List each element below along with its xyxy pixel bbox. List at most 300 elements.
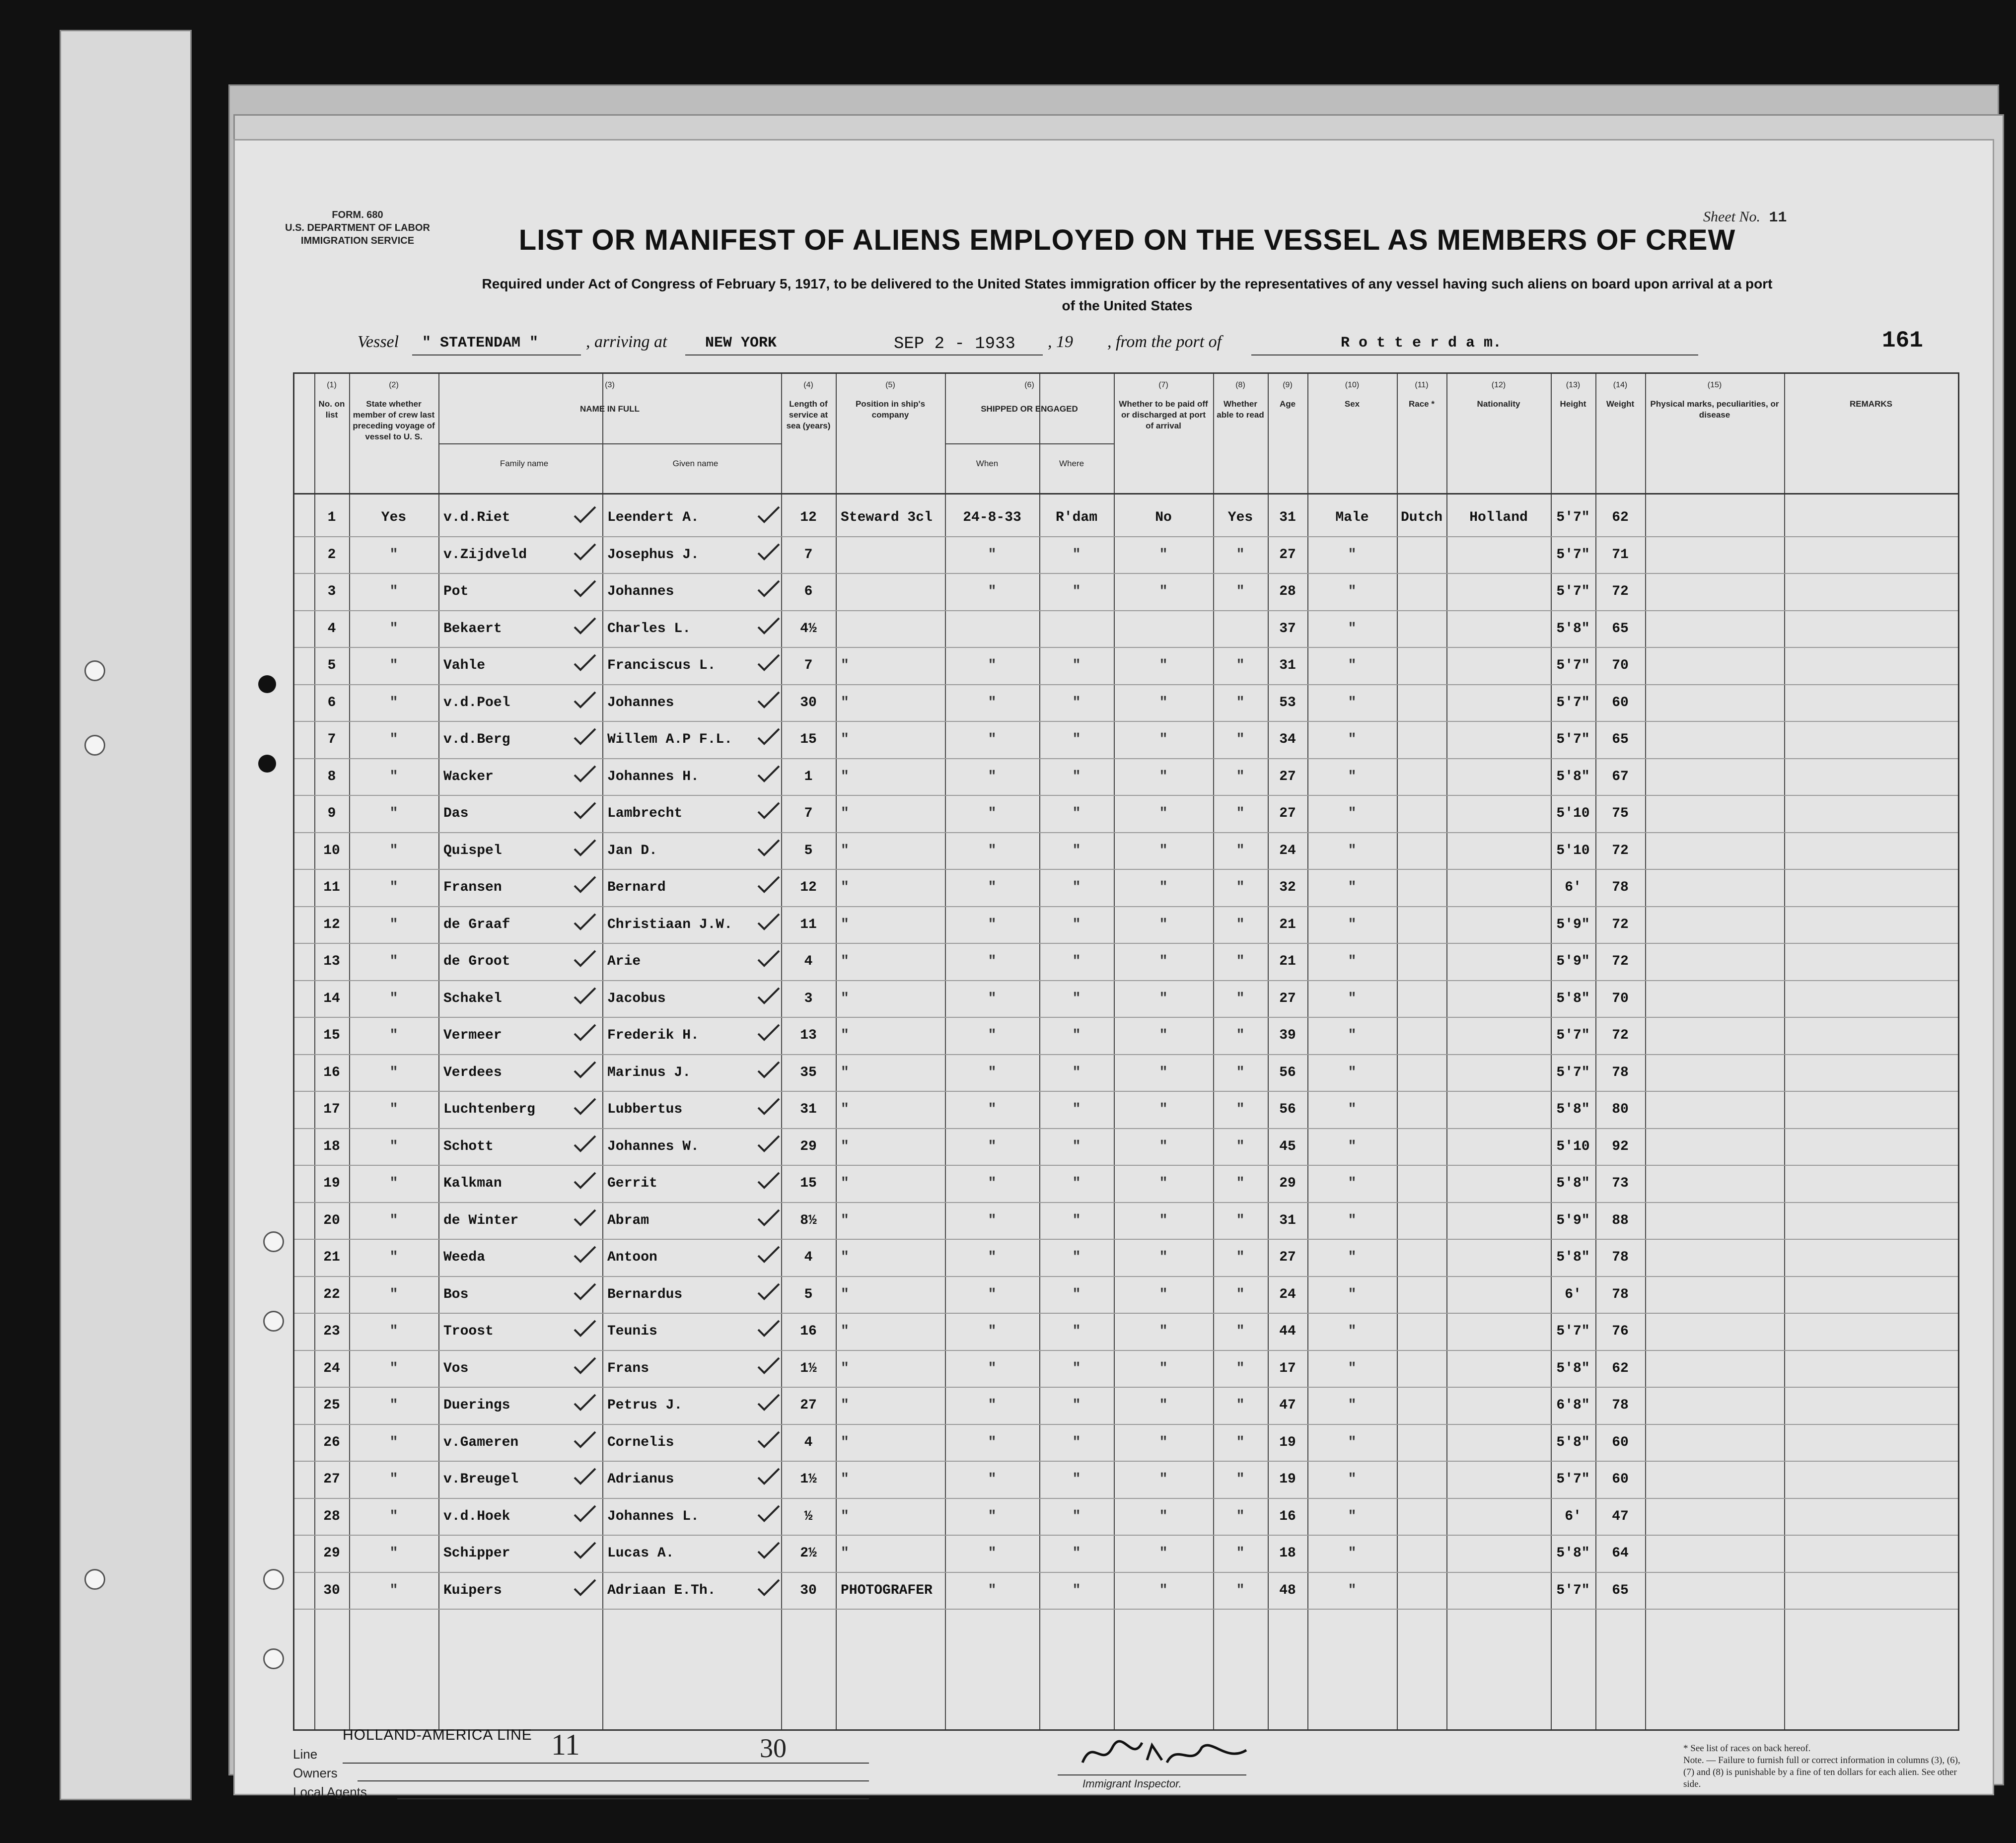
cell-given: Christiaan J.W. [607,917,733,932]
subheader-divider [438,443,781,444]
cell-prev: " [389,621,398,637]
cell-weight: 70 [1612,658,1629,673]
cell-position: " [841,1250,849,1265]
cell-read: " [1236,917,1245,932]
cell-when: " [988,991,997,1006]
check-mark-icon [573,986,597,1006]
check-mark-icon [573,1208,597,1228]
cell-paid: " [1159,1360,1168,1376]
cell-nation: Holland [1469,510,1528,525]
row-divider [294,980,1958,981]
cell-family: v.Breugel [443,1472,519,1487]
cell-given: Leendert A. [607,510,699,525]
cell-when: " [988,1250,997,1265]
cell-sex: " [1348,1508,1357,1524]
cell-position: " [841,1286,849,1302]
column-header: Whether to be paid off or discharged at port of arrival [1119,399,1208,430]
cell-prev: " [389,991,398,1006]
cell-when: " [988,806,997,821]
cell-sex: " [1348,880,1357,895]
check-mark-icon [573,875,597,895]
row-divider [294,1535,1958,1536]
cell-paid: " [1159,1472,1168,1487]
cell-given: Abram [607,1212,649,1228]
cell-position: " [841,1102,849,1117]
owners-label: Owners [293,1766,338,1780]
row-divider [294,647,1958,648]
cell-where: " [1072,1064,1081,1080]
cell-weight: 72 [1612,584,1629,599]
cell-given: Gerrit [607,1176,657,1191]
cell-read: Yes [1227,510,1253,525]
local-agents-label: Local Agents [293,1784,367,1799]
cell-sex: " [1348,1434,1357,1450]
cell-service: 30 [800,695,817,710]
cell-where: " [1072,1212,1081,1228]
cell-where: " [1072,1508,1081,1524]
cell-where: " [1072,769,1081,784]
cell-position: " [841,1434,849,1450]
row-divider [294,1054,1958,1055]
cell-paid: " [1159,1212,1168,1228]
cell-service: 2½ [800,1546,817,1561]
cell-paid: " [1159,769,1168,784]
cell-no: 9 [327,806,336,821]
cell-no: 5 [327,658,336,673]
cell-height: 5'7" [1556,1472,1590,1487]
cell-service: 15 [800,732,817,747]
cell-height: 5'7" [1556,732,1590,747]
check-mark-icon [756,1356,781,1376]
cell-service: 27 [800,1398,817,1413]
cell-given: Adriaan E.Th. [607,1582,716,1598]
check-mark-icon [756,505,781,525]
check-mark-icon [573,1060,597,1080]
cell-given: Frans [607,1360,649,1376]
cell-read: " [1236,658,1245,673]
agents-underline [397,1798,869,1799]
cell-age: 21 [1279,954,1296,969]
cell-age: 27 [1279,547,1296,563]
cell-when: " [988,917,997,932]
cell-height: 6' [1565,1508,1582,1524]
cell-service: 7 [804,658,813,673]
check-mark-icon [573,949,597,969]
cell-age: 28 [1279,584,1296,599]
check-mark-icon [756,1023,781,1043]
punch-hole [263,1231,284,1252]
arrival-date-stamp: SEP 2 - 1933 [894,335,1015,354]
cell-age: 27 [1279,769,1296,784]
column-header: Whether able to read [1217,399,1264,420]
department-name: U.S. DEPARTMENT OF LABOR [285,222,430,233]
cell-age: 27 [1279,1250,1296,1265]
cell-weight: 76 [1612,1324,1629,1339]
arriving-label: , arriving at [586,333,667,351]
cell-family: Wacker [443,769,494,784]
arrival-port: NEW YORK [705,335,777,352]
column-subheader: Given name [672,459,719,468]
vessel-name: " STATENDAM " [422,335,539,352]
from-port-underline [1251,354,1698,355]
cell-weight: 65 [1612,732,1629,747]
cell-when: " [988,695,997,710]
cell-position: " [841,917,849,932]
page-title: LIST OR MANIFEST OF ALIENS EMPLOYED ON THE VESSEL AS MEMBERS OF CREW [518,224,1736,256]
punch-hole [263,1648,284,1669]
cell-when: " [988,1546,997,1561]
cell-read: " [1236,806,1245,821]
cell-service: 4 [804,954,813,969]
cell-read: " [1236,547,1245,563]
row-divider [294,1313,1958,1314]
column-number: (14) [1613,381,1628,389]
cell-no: 25 [323,1398,340,1413]
cell-service: 12 [800,510,817,525]
cell-prev: " [389,1176,398,1191]
cell-prev: " [389,917,398,932]
check-mark-icon [756,1097,781,1117]
column-subheader: Where [1059,459,1084,468]
cell-weight: 65 [1612,1582,1629,1598]
row-divider [294,684,1958,685]
cell-paid: " [1159,1434,1168,1450]
column-header: NAME IN FULL [580,404,640,414]
cell-given: Teunis [607,1324,657,1339]
cell-given: Antoon [607,1250,657,1265]
cell-prev: " [389,658,398,673]
cell-height: 5'9" [1556,917,1590,932]
cell-paid: " [1159,1138,1168,1154]
cell-read: " [1236,991,1245,1006]
cell-age: 34 [1279,732,1296,747]
cell-paid: " [1159,732,1168,747]
cell-read: " [1236,1324,1245,1339]
cell-age: 45 [1279,1138,1296,1154]
cell-service: 1 [804,769,813,784]
cell-family: de Winter [443,1212,519,1228]
check-mark-icon [756,764,781,784]
cell-given: Johannes H. [607,769,699,784]
row-divider [294,1424,1958,1425]
page-number: 161 [1882,328,1923,354]
line-underline [343,1763,869,1764]
cell-service: 11 [800,917,817,932]
cell-paid: " [1159,695,1168,710]
check-mark-icon [573,542,597,562]
cell-prev: " [389,1286,398,1302]
cell-no: 21 [323,1250,340,1265]
cell-given: Jan D. [607,843,657,858]
cell-read: " [1236,695,1245,710]
cell-when: " [988,1102,997,1117]
cell-paid: " [1159,991,1168,1006]
cell-position: " [841,843,849,858]
check-mark-icon [756,1282,781,1302]
cell-sex: " [1348,547,1357,563]
column-header: Nationality [1477,399,1520,409]
column-divider [1645,374,1646,1729]
row-divider [294,943,1958,944]
cell-sex: " [1348,732,1357,747]
cell-where: " [1072,1176,1081,1191]
row-divider [294,1609,1958,1610]
column-divider [438,374,439,1729]
punch-hole [84,660,105,681]
cell-position: " [841,658,849,673]
column-header: Height [1560,399,1586,409]
cell-height: 5'10 [1556,806,1590,821]
cell-no: 18 [323,1138,340,1154]
cell-position: " [841,806,849,821]
cell-height: 5'7" [1556,1064,1590,1080]
cell-service: 3 [804,991,813,1006]
cell-given: Johannes [607,695,674,710]
cell-position: " [841,732,849,747]
cell-family: v.d.Poel [443,695,510,710]
cell-paid: " [1159,584,1168,599]
column-number: (3) [605,381,615,389]
check-mark-icon [756,1541,781,1560]
cell-prev: " [389,732,398,747]
cell-service: 7 [804,806,813,821]
cell-family: v.d.Hoek [443,1508,510,1524]
cell-paid: " [1159,806,1168,821]
cell-family: Bos [443,1286,469,1302]
cell-family: Schott [443,1138,494,1154]
cell-weight: 60 [1612,695,1629,710]
cell-service: 5 [804,1286,813,1302]
cell-position: " [841,769,849,784]
cell-prev: " [389,1102,398,1117]
cell-no: 29 [323,1546,340,1561]
cell-where: " [1072,1582,1081,1598]
underlying-sheet-left [60,30,192,1800]
cell-sex: " [1348,769,1357,784]
cell-where: " [1072,1546,1081,1561]
cell-no: 17 [323,1102,340,1117]
check-mark-icon [573,912,597,932]
column-number: (9) [1283,381,1293,389]
cell-weight: 92 [1612,1138,1629,1154]
cell-sex: " [1348,1582,1357,1598]
cell-age: 32 [1279,880,1296,895]
cell-service: 35 [800,1064,817,1080]
cell-paid: " [1159,1064,1168,1080]
column-subheader: Family name [500,459,549,468]
check-mark-icon [573,1097,597,1117]
cell-paid: " [1159,1028,1168,1043]
owners-underline [358,1780,869,1781]
cell-age: 29 [1279,1176,1296,1191]
row-divider [294,832,1958,833]
crew-manifest-table [293,372,1959,1731]
column-number: (13) [1566,381,1581,389]
cell-sex: " [1348,695,1357,710]
cell-prev: " [389,1064,398,1080]
cell-read: " [1236,1064,1245,1080]
cell-paid: No [1155,510,1172,525]
punch-hole [84,735,105,756]
cell-sex: " [1348,1324,1357,1339]
cell-prev: " [389,806,398,821]
cell-where: " [1072,732,1081,747]
cell-read: " [1236,1546,1245,1561]
cell-where: " [1072,880,1081,895]
from-port-label: , from the port of [1107,333,1222,351]
check-mark-icon [756,1430,781,1450]
cell-no: 26 [323,1434,340,1450]
cell-weight: 78 [1612,1286,1629,1302]
sheet-label: Sheet No. [1703,209,1760,225]
row-divider [294,795,1958,796]
vessel-line [358,333,1986,357]
column-number: (5) [885,381,895,389]
column-number: (8) [1235,381,1245,389]
cell-position: " [841,880,849,895]
cell-weight: 62 [1612,510,1629,525]
column-subheader: When [976,459,999,468]
cell-paid: " [1159,1582,1168,1598]
cell-age: 31 [1279,1212,1296,1228]
penalty-note: Note. — Failure to furnish full or correct information in columns (3), (6), (7) and (8) is punishable by a fine of ten dollars for each alien. See other side. [1683,1755,1960,1789]
cell-where: " [1072,1434,1081,1450]
cell-when: " [988,769,997,784]
cell-given: Lambrecht [607,806,683,821]
row-divider [294,1017,1958,1018]
cell-age: 18 [1279,1546,1296,1561]
cell-sex: " [1348,1286,1357,1302]
column-number: (10) [1345,381,1360,389]
cell-sex: " [1348,1546,1357,1561]
cell-family: Fransen [443,880,502,895]
cell-sex: " [1348,658,1357,673]
cell-prev: " [389,1398,398,1413]
cell-where: " [1072,806,1081,821]
port-underline [685,354,1043,355]
cell-position: " [841,954,849,969]
cell-height: 5'7" [1556,658,1590,673]
cell-prev: " [389,954,398,969]
cell-position: " [841,1546,849,1561]
check-mark-icon [573,505,597,525]
check-mark-icon [573,653,597,673]
check-mark-icon [573,1393,597,1413]
cell-family: de Graaf [443,917,510,932]
cell-no: 22 [323,1286,340,1302]
cell-position: " [841,1064,849,1080]
cell-given: Bernardus [607,1286,683,1302]
cell-height: 5'7" [1556,510,1590,525]
check-mark-icon [756,579,781,599]
cell-given: Lubbertus [607,1102,683,1117]
cell-age: 56 [1279,1064,1296,1080]
cell-family: Bekaert [443,621,502,637]
check-mark-icon [573,1134,597,1154]
column-divider [836,374,837,1729]
column-number: (2) [389,381,399,389]
cell-given: Johannes [607,584,674,599]
cell-prev: " [389,1138,398,1154]
cell-paid: " [1159,1508,1168,1524]
cell-sex: " [1348,1028,1357,1043]
cell-when: " [988,547,997,563]
cell-given: Arie [607,954,641,969]
cell-height: 5'8" [1556,1360,1590,1376]
cell-read: " [1236,880,1245,895]
cell-where: " [1072,695,1081,710]
cell-where: " [1072,547,1081,563]
check-mark-icon [573,1504,597,1524]
cell-age: 19 [1279,1434,1296,1450]
cell-service: 15 [800,1176,817,1191]
check-mark-icon [756,690,781,710]
cell-read: " [1236,1508,1245,1524]
cell-where: " [1072,1102,1081,1117]
punch-hole [263,1311,284,1332]
cell-given: Adrianus [607,1472,674,1487]
row-divider [294,721,1958,722]
cell-weight: 64 [1612,1546,1629,1561]
cell-paid: " [1159,954,1168,969]
cell-service: 4 [804,1434,813,1450]
cell-weight: 70 [1612,991,1629,1006]
cell-when: " [988,1472,997,1487]
cell-sex: " [1348,1472,1357,1487]
subtitle-line-2: of the United States [1062,298,1193,313]
cell-prev: " [389,1508,398,1524]
cell-no: 12 [323,917,340,932]
cell-sex: " [1348,1064,1357,1080]
cell-given: Cornelis [607,1434,674,1450]
subtitle-line-1: Required under Act of Congress of February 5, 1917, to be delivered to the United States immigration officer by the representatives of any vessel having such aliens on board upon arrival at a port [482,276,1773,291]
check-mark-icon [573,690,597,710]
row-divider [294,1461,1958,1462]
cell-prev: " [389,1434,398,1450]
cell-age: 27 [1279,991,1296,1006]
cell-prev: " [389,695,398,710]
row-divider [294,906,1958,907]
cell-age: 31 [1279,658,1296,673]
check-mark-icon [573,1356,597,1376]
check-mark-icon [573,1282,597,1302]
cell-paid: " [1159,1176,1168,1191]
cell-prev: " [389,769,398,784]
check-mark-icon [756,727,781,747]
check-mark-icon [756,986,781,1006]
cell-sex: " [1348,621,1357,637]
cell-when: " [988,1434,997,1450]
subheader-divider [945,443,1114,444]
cell-no: 2 [327,547,336,563]
cell-read: " [1236,1472,1245,1487]
inspector-underline [1058,1774,1246,1775]
cell-sex: " [1348,1138,1357,1154]
cell-no: 30 [323,1582,340,1598]
cell-where: " [1072,1286,1081,1302]
column-header: Sex [1344,399,1360,409]
cell-where: " [1072,1360,1081,1376]
cell-height: 5'7" [1556,695,1590,710]
cell-service: 4½ [800,621,817,637]
cell-read: " [1236,769,1245,784]
cell-position: " [841,695,849,710]
cell-height: 5'8" [1556,1176,1590,1191]
cell-prev: " [389,1212,398,1228]
cell-family: v.Zijdveld [443,547,527,563]
cell-where: " [1072,843,1081,858]
cell-family: Troost [443,1324,494,1339]
